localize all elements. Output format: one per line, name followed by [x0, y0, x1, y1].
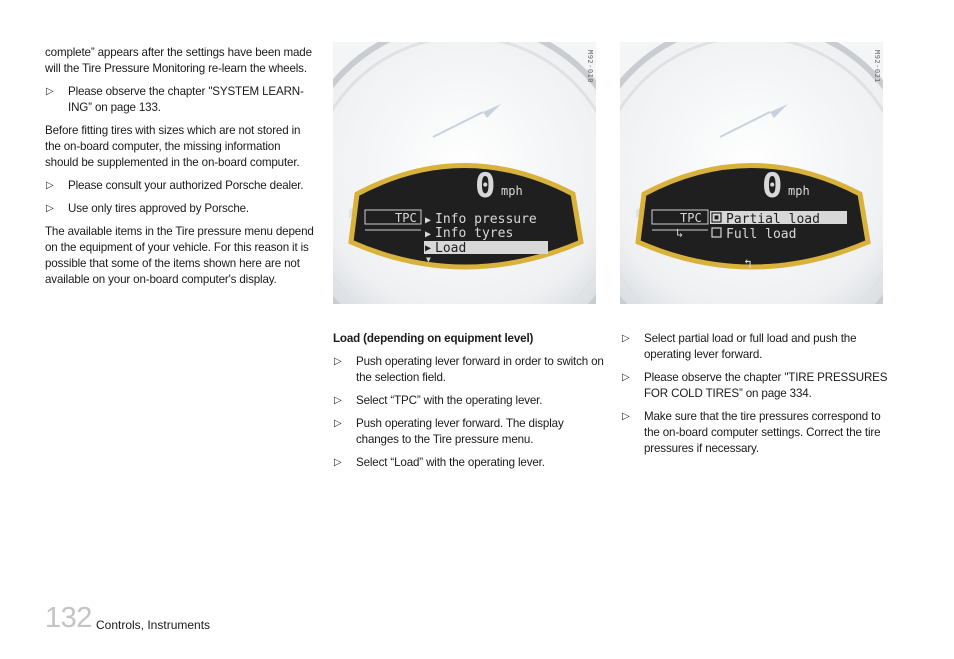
bullet-triangle-icon: ▷ — [46, 180, 54, 191]
section-heading: Load (depending on equipment level) — [333, 332, 534, 345]
bullet-item — [621, 370, 893, 402]
text-column-middle — [333, 331, 605, 478]
menu-arrow-icon: ▶ — [425, 243, 432, 254]
paragraph: Before fitting tires with sizes which are not stored in the on-board computer, the missing information should be supplemented in the on-board computer. — [45, 124, 301, 169]
paragraph: The available items in the Tire pressure menu depend on the equipment of your vehicle. For this reason it is possible that some of the items shown here are not available on your on-board computer's display. — [45, 225, 314, 286]
bullet-triangle-icon: ▷ — [46, 203, 54, 214]
bullet-text: Select partial load or full load and push the operating lever forward. — [644, 332, 857, 361]
speed-unit: mph — [501, 184, 523, 198]
menu-item-full-load: Full load — [726, 227, 797, 242]
text-column-right — [621, 331, 893, 464]
speed-readout: 0 — [762, 166, 783, 206]
tpc-tab-label: TPC — [680, 211, 702, 225]
tpc-tab-label: TPC — [395, 211, 417, 225]
scroll-down-icon: ▼ — [426, 255, 431, 264]
figure-code: M92-021 — [873, 50, 881, 84]
menu-item-info-pressure: Info pressure — [435, 212, 537, 227]
bullet-text: Use only tires approved by Porsche. — [68, 202, 249, 215]
back-arrow-icon: ↰ — [744, 257, 752, 272]
bullet-item — [621, 409, 893, 457]
bullet-text: Please observe the chapter "SYSTEM LEARN-ING” on page 133. — [68, 85, 304, 114]
bullet-triangle-icon: ▷ — [334, 418, 342, 429]
bullet-triangle-icon: ▷ — [334, 395, 342, 406]
bullet-item — [45, 178, 315, 194]
bullet-item — [45, 84, 315, 116]
menu-arrow-icon: ▶ — [425, 229, 432, 240]
bullet-triangle-icon: ▷ — [334, 356, 342, 367]
bullet-item — [333, 393, 605, 409]
bullet-triangle-icon: ▷ — [334, 457, 342, 468]
bullet-triangle-icon: ▷ — [622, 372, 630, 383]
bullet-item — [333, 354, 605, 386]
text-column-left — [45, 45, 315, 295]
instrument-cluster-illustration — [620, 42, 883, 304]
bullet-item — [621, 331, 893, 363]
menu-item-info-tyres: Info tyres — [435, 226, 514, 241]
bullet-item — [333, 416, 605, 448]
bullet-text: Make sure that the tire pressures correspond to the on-board computer settings. Correct the tire pressures if necessary. — [644, 410, 881, 455]
instrument-cluster-illustration — [333, 42, 596, 304]
bullet-text: Select “Load” with the operating lever. — [356, 456, 545, 469]
bullet-text: Please observe the chapter "TIRE PRESSURES FOR COLD TIRES” on page 334. — [644, 371, 888, 400]
return-arrow-icon: ↳ — [676, 226, 684, 240]
bullet-triangle-icon: ▷ — [622, 333, 630, 344]
instrument-display-figure-partial-load — [620, 42, 883, 304]
bullet-item — [333, 455, 605, 471]
instrument-display-figure-load — [333, 42, 596, 304]
speed-readout: 0 — [475, 166, 496, 206]
figure-code: M92-010 — [586, 50, 594, 84]
bullet-text: Please consult your authorized Porsche dealer. — [68, 179, 304, 192]
bullet-triangle-icon: ▷ — [46, 86, 54, 97]
bullet-text: Select “TPC” with the operating lever. — [356, 394, 543, 407]
section-title: Controls, Instruments — [96, 618, 211, 632]
bullet-item — [45, 201, 315, 217]
menu-arrow-icon: ▶ — [425, 215, 432, 226]
bullet-text: Push operating lever forward. The display changes to the Tire pressure menu. — [356, 417, 564, 446]
bullet-text: Push operating lever forward in order to switch on the selection field. — [356, 355, 604, 384]
speed-unit: mph — [788, 184, 810, 198]
paragraph: complete” appears after the settings have been made will the Tire Pressure Monitoring re-learn the wheels. — [45, 46, 312, 75]
page-number: 132 — [45, 602, 92, 634]
menu-item-load-selected: Load — [435, 241, 467, 256]
bullet-triangle-icon: ▷ — [622, 411, 630, 422]
menu-item-partial-load-selected: Partial load — [726, 212, 820, 227]
